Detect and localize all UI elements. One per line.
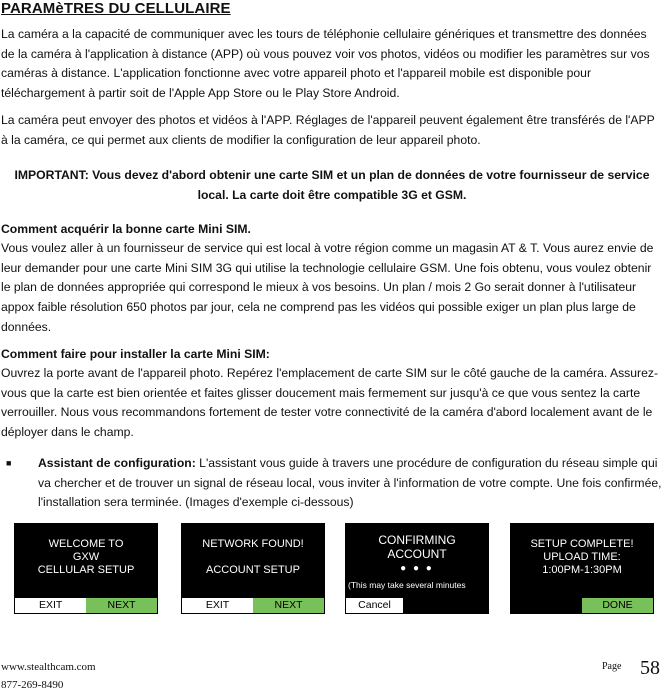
bullet-label: Assistant de configuration:: [38, 456, 196, 470]
important-note: IMPORTANT: Vous devez d'abord obtenir une carte SIM et un plan de données de votre fournisseur de service local. La carte doit être compatible 3G et GSM.: [14, 168, 650, 202]
setup-screens-row: [0, 520, 665, 616]
screen-complete-softbar: [511, 598, 653, 613]
footer-page-label: Page: [602, 661, 622, 672]
screen-network-line1: NETWORK FOUND!: [202, 538, 304, 550]
screen-welcome-line1: WELCOME TO: [48, 538, 124, 550]
next-button[interactable]: NEXT: [253, 598, 324, 613]
screen-complete-line1: SETUP COMPLETE!: [530, 538, 634, 550]
next-button[interactable]: NEXT: [86, 598, 157, 613]
screen-setup-complete: [510, 523, 654, 614]
cancel-button[interactable]: Cancel: [346, 598, 403, 613]
intro-paragraph: La caméra a la capacité de communiquer avec les tours de téléphonie cellulaire génériques et transmettre des données de la caméra à l'application à distance (APP) où vous pouvez voir vos photos, vidéos ou modifier les paramètres sur vos caméras à distance. L'application fonctionne avec votre appareil photo et l'appareil mobile est disponible pour téléchargement à partir soit de l'Apple App Store ou le Play Store Android.: [1, 27, 650, 101]
screen-confirming-softbar: [346, 598, 488, 613]
screen-confirming-line1: CONFIRMING: [378, 533, 456, 547]
bullet-body: [38, 454, 663, 513]
screen-complete-line3: 1:00PM-1:30PM: [542, 564, 622, 576]
screen-confirming-note: (This may take several minutes: [348, 580, 466, 590]
bullet-square-icon: ■: [6, 458, 12, 468]
screen-confirming-line2: ACCOUNT: [387, 547, 447, 561]
screen-network-found: [181, 523, 325, 614]
exit-button[interactable]: EXIT: [182, 598, 253, 613]
footer-website-link[interactable]: www.stealthcam.com: [1, 661, 96, 673]
screen-complete-line2: UPLOAD TIME:: [543, 551, 621, 563]
screen-network-softbar: [182, 598, 324, 613]
screen-welcome-line2: GXW: [72, 551, 100, 563]
page-title: PARAMèTRES DU CELLULAIRE: [1, 0, 231, 17]
exit-button[interactable]: EXIT: [15, 598, 86, 613]
screen-welcome-softbar: [15, 598, 157, 613]
screen-welcome-line3: CELLULAR SETUP: [37, 564, 135, 576]
footer-page-number: 58: [640, 657, 660, 679]
sim-install-paragraph: Ouvrez la porte avant de l'appareil photo. Repérez l'emplacement de carte SIM sur le côté gauche de la caméra. Assurez-vous que la carte est bien orientée et faites glisser doucement mais fermement sur jusqu'à ce que vous sentez la carte verrouiller. Nous vous recommandons fortement de tester votre connectivité de la caméra d'abord localement avant de le déployer dans le champ.: [1, 366, 659, 440]
done-button[interactable]: DONE: [582, 598, 653, 613]
screen-network-line2: ACCOUNT SETUP: [206, 564, 300, 576]
footer-phone: 877-269-8490: [1, 679, 64, 691]
sim-install-heading: Comment faire pour installer la carte Mini SIM:: [1, 347, 270, 361]
app-sync-paragraph: La caméra peut envoyer des photos et vidéos à l'APP. Réglages de l'appareil peuvent également être transférés de l'APP à la caméra, ce qui permet aux clients de modifier la configuration de leur appareil photo.: [1, 113, 655, 147]
bullet-text: L'assistant vous guide à travers une procédure de configuration du réseau simple qui va chercher et de trouver un signal de réseau local, vous inviter à l'information de votre compte. Une fois confirmée, l'installation sera terminée. (Images d'exemple ci-dessous): [38, 456, 662, 510]
loading-dots-icon: ● ● ●: [400, 563, 434, 574]
sim-acquire-paragraph: Vous voulez aller à un fournisseur de service qui est local à votre région comme un magasin AT & T. Vous aurez envie de leur demander pour une carte Mini SIM 3G qui utilise la technologie cellulaire GSM. Une fois obtenu, vous voulez obtenir le plan de données appropriée qui correspond le mieux à vos besoins. Un plan / mois 2 Go serait donner à l'utilisateur appox faible résolution 650 photos par jour, cela ne comprend pas les vidéos qui possible exiger un plan plus large de données.: [1, 241, 654, 334]
sim-acquire-heading: Comment acquérir la bonne carte Mini SIM.: [1, 222, 251, 236]
screen-confirming: [345, 523, 489, 614]
screen-welcome: [14, 523, 158, 614]
